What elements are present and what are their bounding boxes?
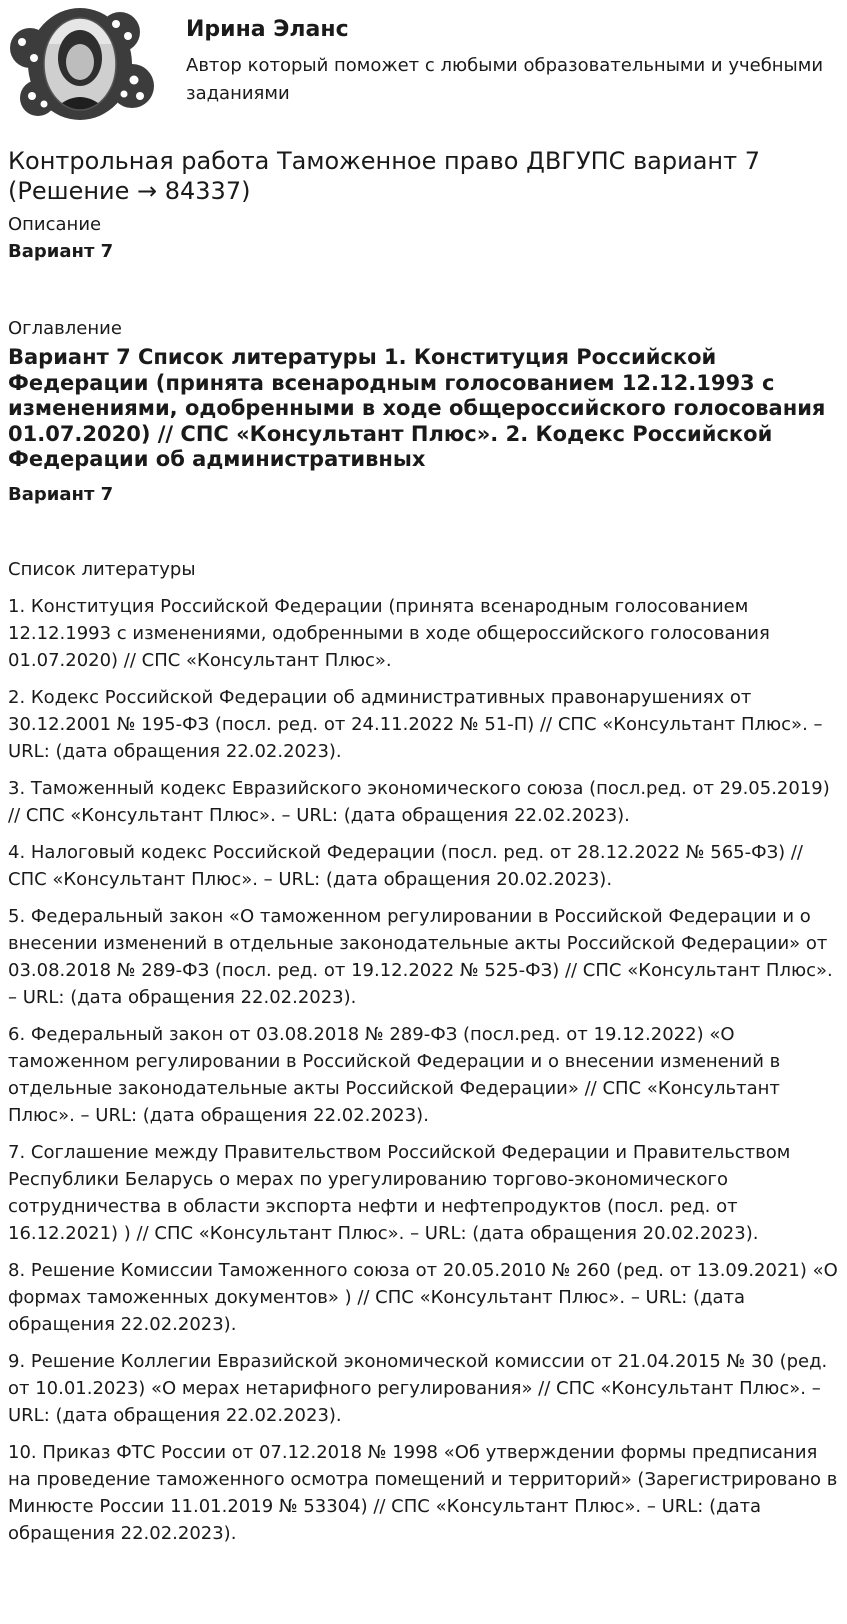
toc-label: Оглавление <box>8 318 122 339</box>
reference-item: 7. Соглашение между Правительством Российской Федерации и Правительством Республики Беларусь о мерах по урегулированию торгово-экономического сотрудничества в области экспорта нефти и нефтепродуктов (посл. ред. от 16.12.2021) ) // СПС «Консультант Плюс». – URL: (дата обращения 20.02.2023). <box>8 1141 791 1244</box>
description-label: Описание <box>8 214 102 235</box>
reference-item: 10. Приказ ФТС России от 07.12.2018 № 1998 «Об утверждении формы предписания на проведение таможенного осмотра помещений и территорий» (Зарегистрировано в Минюсте России 11.01.2019 № 53304) // СПС «Консультант Плюс». – URL: (дата обращения 22.02.2023). <box>8 1441 838 1544</box>
reference-item: 9. Решение Коллегии Евразийской экономической комиссии от 21.04.2015 № 30 (ред. от 10.01.2023) «О мерах нетарифного регулирования» // СПС «Консультант Плюс». – URL: (дата обращения 22.02.2023). <box>8 1350 828 1426</box>
reference-item: 8. Решение Комиссии Таможенного союза от 20.05.2010 № 260 (ред. от 13.09.2021) «О формах таможенных документов» ) // СПС «Консультант Плюс». – URL: (дата обращения 22.02.2023). <box>8 1259 838 1335</box>
reference-item: 2. Кодекс Российской Федерации об административных правонарушениях от 30.12.2001 № 195-ФЗ (посл. ред. от 24.11.2022 № 51-П) // СПС «Консультант Плюс». – URL: (дата обращения 22.02.2023). <box>8 686 823 762</box>
references-list <box>8 593 840 1547</box>
toc-text: Вариант 7 Список литературы 1. Конституция Российской Федерации (принята всенародным голосованием 12.12.1993 с изменениями, одобренными в ходе общероссийского голосования 01.07.2020) // СПС «Консультант Плюс». 2. Кодекс Российской Федерации об административных <box>8 345 826 471</box>
main-content <box>8 146 840 1547</box>
author-card <box>8 6 839 126</box>
references-heading: Список литературы <box>8 558 196 580</box>
reference-item: 6. Федеральный закон от 03.08.2018 № 289-ФЗ (посл.ред. от 19.12.2022) «О таможенном регулировании в Российской Федерации и о внесении изменений в отдельные законодательные акты Российской Федерации» // СПС «Консультант Плюс». – URL: (дата обращения 22.02.2023). <box>8 1023 781 1126</box>
reference-item: 5. Федеральный закон «О таможенном регулировании в Российской Федерации и о внесении изменений в отдельные законодательные акты Российской Федерации» от 03.08.2018 № 289-ФЗ (посл. ред. от 19.12.2022 № 525-ФЗ) // СПС «Консультант Плюс». – URL: (дата обращения 22.02.2023). <box>8 905 833 1008</box>
page-title: Контрольная работа Таможенное право ДВГУПС вариант 7 (Решение → 84337) <box>8 147 760 205</box>
variant-heading: Вариант 7 <box>8 241 114 262</box>
author-avatar[interactable] <box>8 6 168 126</box>
author-name[interactable]: Ирина Эланс <box>186 17 349 42</box>
author-description: Автор который поможет с любыми образовательными и учебными заданиями <box>186 55 824 104</box>
reference-item: 3. Таможенный кодекс Евразийского экономического союза (посл.ред. от 29.05.2019) // СПС «Консультант Плюс». – URL: (дата обращения 22.02.2023). <box>8 777 830 826</box>
reference-item: 4. Налоговый кодекс Российской Федерации (посл. ред. от 28.12.2022 № 565-ФЗ) // СПС «Консультант Плюс». – URL: (дата обращения 20.02.2023). <box>8 841 803 890</box>
variant-heading-2: Вариант 7 <box>8 483 114 505</box>
reference-item: 1. Конституция Российской Федерации (принята всенародным голосованием 12.12.1993 с изменениями, одобренными в ходе общероссийского голосования 01.07.2020) // СПС «Консультант Плюс». <box>8 595 770 671</box>
